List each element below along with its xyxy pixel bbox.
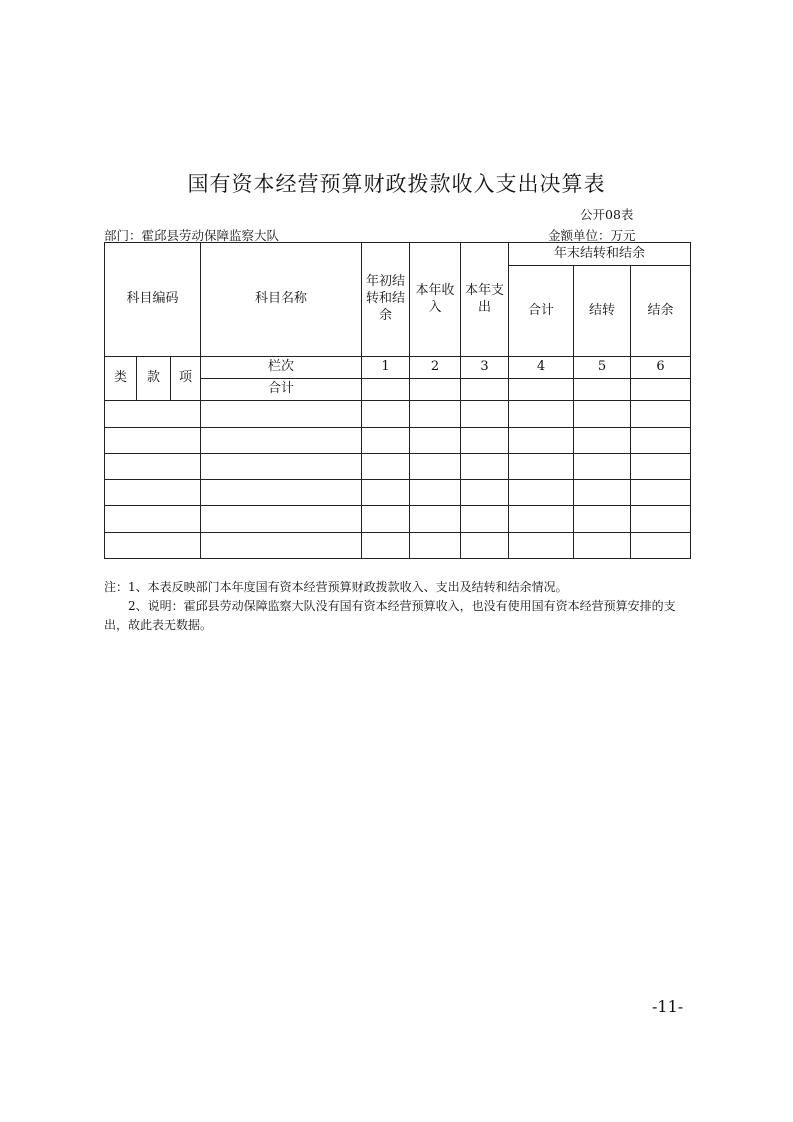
header-surplus: 结余: [631, 266, 691, 357]
header-expense: 本年支出: [461, 243, 509, 357]
footnote-line-1: 注：1、本表反映部门本年度国有资本经营预算财政拨款收入、支出及结转和结余情况。: [104, 580, 568, 594]
table-row: [105, 453, 691, 479]
header-begin-balance: 年初结转和结余: [362, 243, 410, 357]
total-cell: [631, 379, 691, 401]
footnote: [104, 578, 692, 635]
header-code-item: 项: [171, 357, 201, 401]
department-label: 部门：霍邱县劳动保障监察大队: [104, 228, 280, 243]
footnote-line-2: 2、说明：霍邱县劳动保障监察大队没有国有资本经营预算收入，也没有使用国有资本经营预算安排的支出，故此表无数据。: [104, 599, 676, 632]
header-subject-name: 科目名称: [201, 243, 362, 357]
table-row: [105, 401, 691, 427]
total-cell: [509, 379, 574, 401]
column-index-label: 栏次: [201, 357, 362, 379]
amount-unit-label: 金额单位：万元: [548, 228, 636, 243]
column-number-3: 3: [461, 357, 509, 379]
column-number-4: 4: [509, 357, 574, 379]
total-cell: [574, 379, 631, 401]
total-cell: [461, 379, 509, 401]
header-subject-code: 科目编码: [105, 243, 201, 357]
header-income: 本年收入: [410, 243, 461, 357]
header-carryover: 结转: [574, 266, 631, 357]
column-number-5: 5: [574, 357, 631, 379]
header-end-balance-group: 年末结转和结余: [509, 243, 691, 266]
page-title: 国有资本经营预算财政拨款收入支出决算表: [187, 172, 606, 196]
page-number: -11-: [652, 997, 684, 1016]
column-number-1: 1: [362, 357, 410, 379]
column-number-2: 2: [410, 357, 461, 379]
column-number-6: 6: [631, 357, 691, 379]
header-total: 合计: [509, 266, 574, 357]
total-cell: [410, 379, 461, 401]
table-row: [105, 427, 691, 453]
table-row: [105, 506, 691, 532]
header-code-class: 类: [105, 357, 137, 401]
table-row: [105, 480, 691, 506]
total-label: 合计: [201, 379, 362, 401]
form-code: 公开08表: [580, 207, 634, 222]
header-code-section: 款: [137, 357, 171, 401]
budget-table: [104, 242, 691, 559]
table-row: [105, 532, 691, 558]
total-cell: [362, 379, 410, 401]
